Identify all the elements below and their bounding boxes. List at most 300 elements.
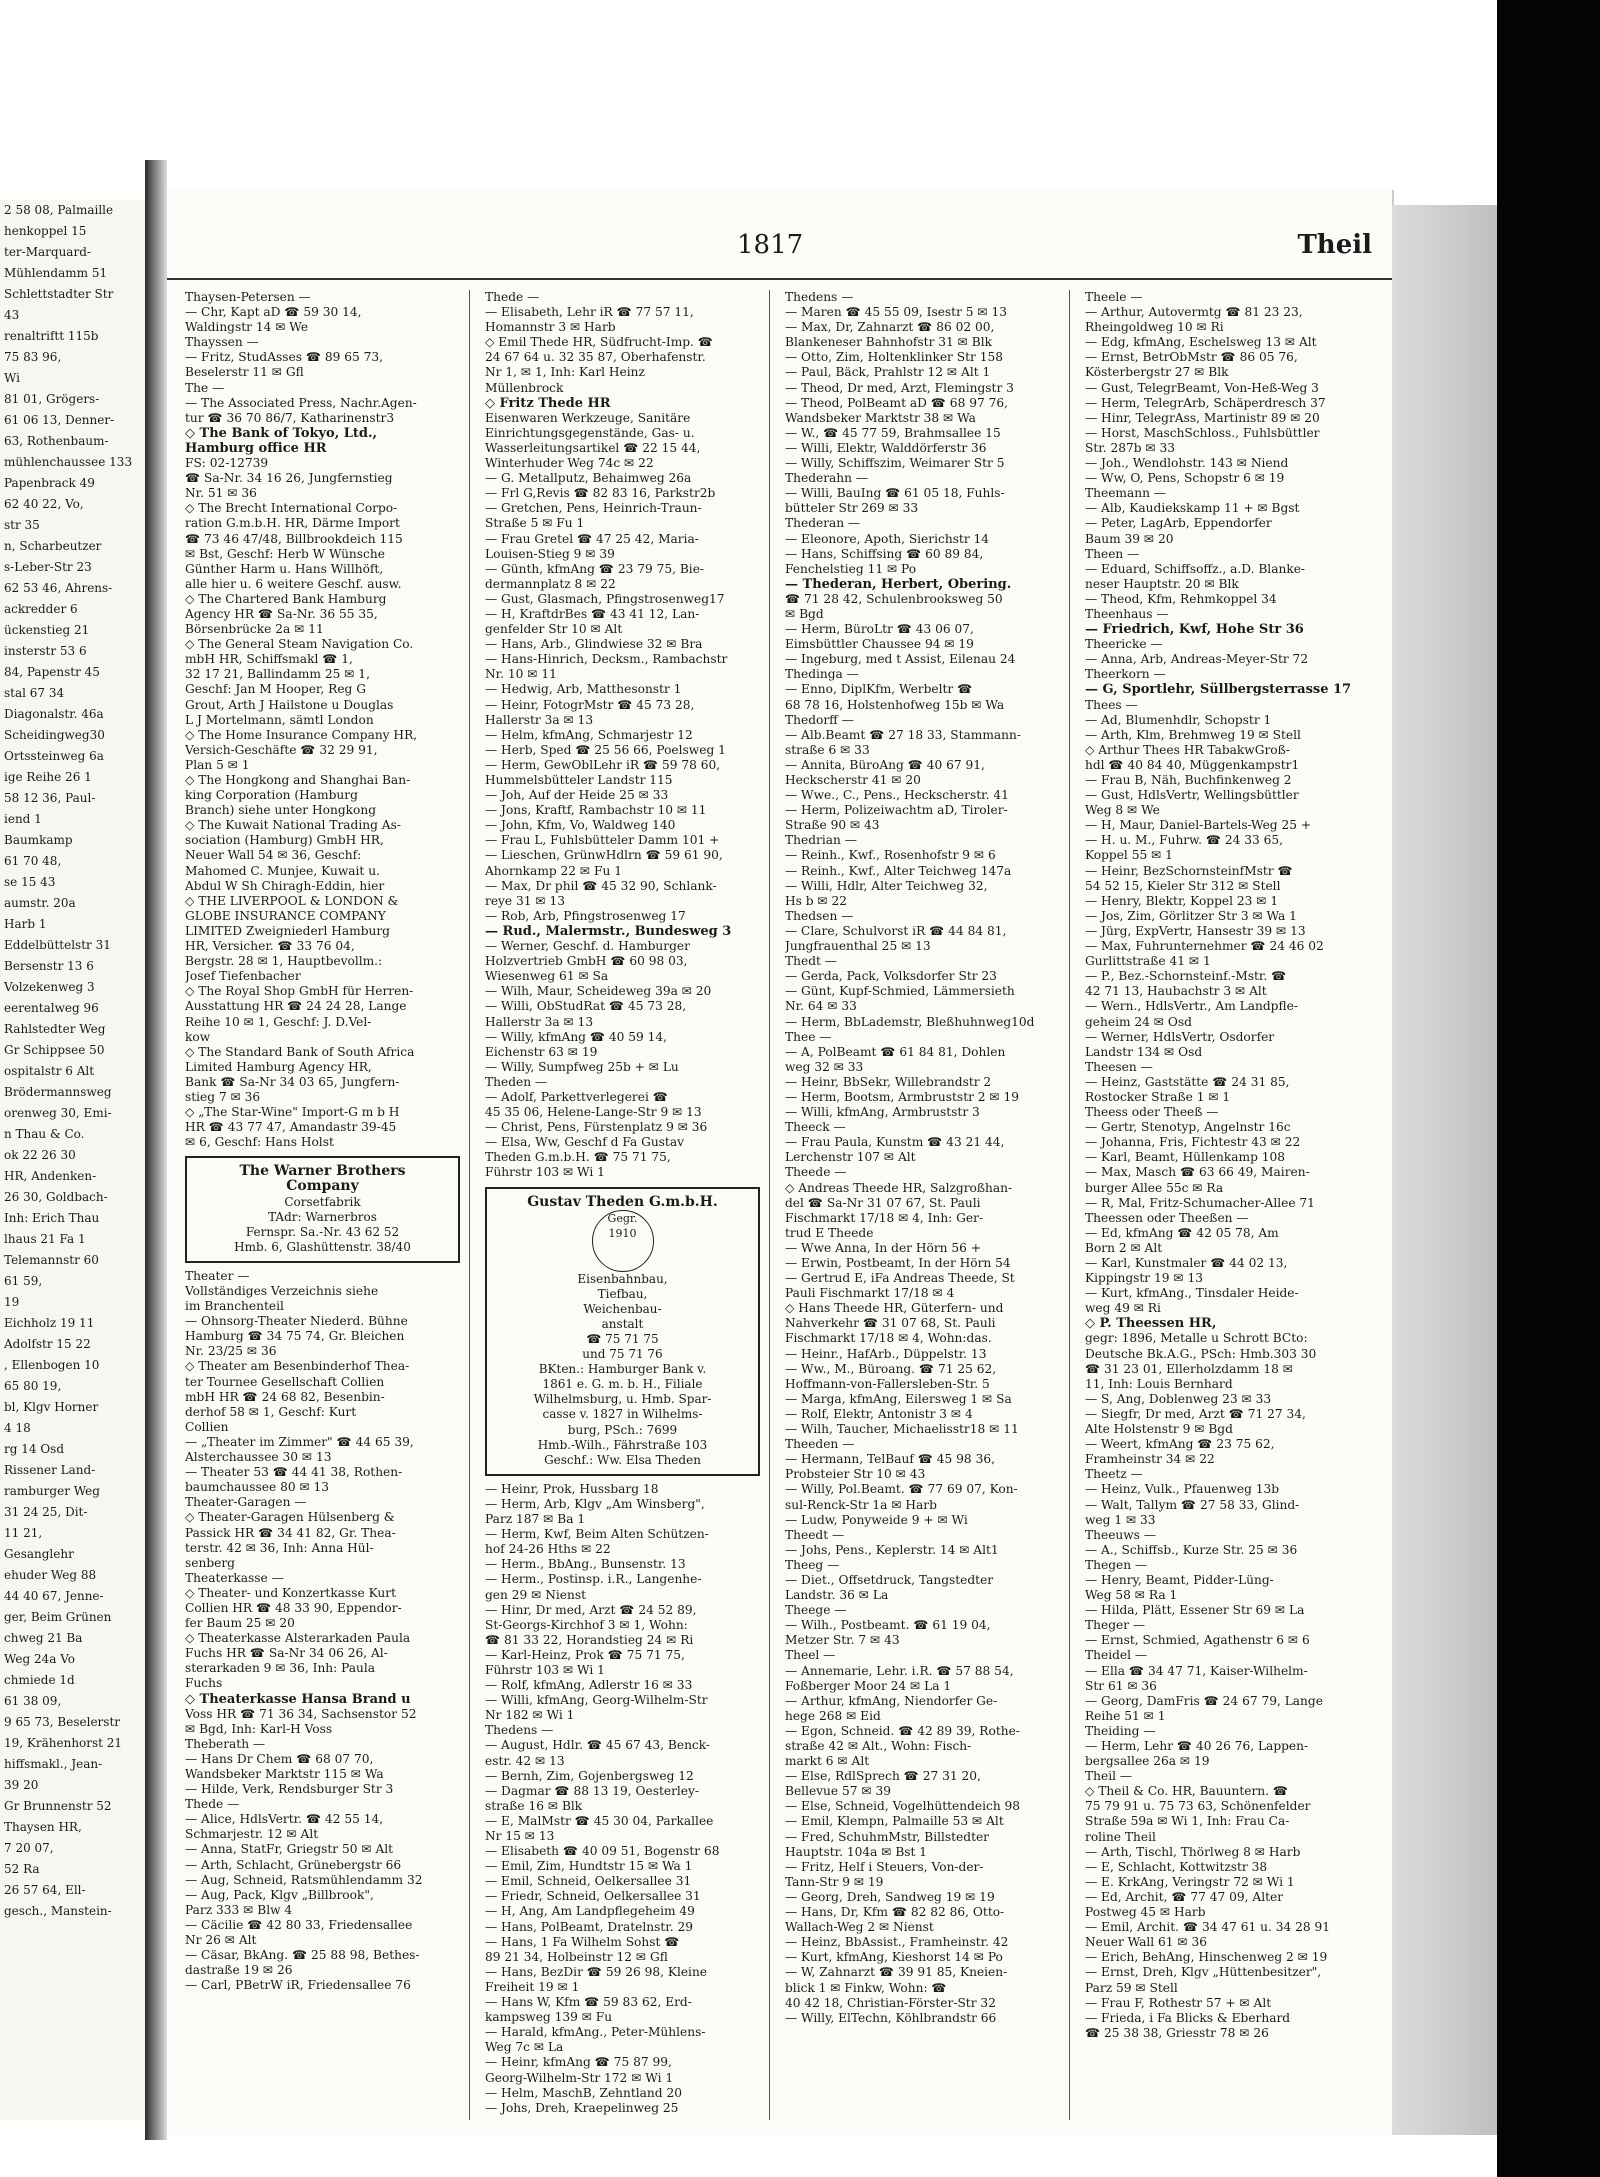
directory-entry-line: ◇ The General Steam Navigation Co. [185, 637, 414, 652]
directory-entry-line: Thedorff — [785, 712, 854, 727]
directory-entry-line: Nr. 10 ✉ 11 [485, 667, 557, 682]
directory-entry-line: — Max, Masch ☎ 63 66 49, Mairen- [1085, 1165, 1310, 1180]
directory-entry-line: 40 42 18, Christian-Förster-Str 32 [785, 1995, 996, 2010]
directory-entry-line: — Heinr, BezSchornsteinfMstr ☎ [1085, 863, 1293, 878]
directory-entry-line: Plan 5 ✉ 1 [185, 757, 250, 772]
directory-entry-line: Wiesenweg 61 ✉ Sa [485, 969, 609, 984]
directory-entry-line: — Arthur, kfmAng, Niendorfer Ge- [785, 1693, 998, 1708]
page-header [167, 230, 1392, 266]
directory-entry-line: Blankeneser Bahnhofstr 31 ✉ Blk [785, 335, 992, 350]
directory-entry-line: — Herm., Postinsp. i.R., Langenhe- [485, 1572, 702, 1587]
ad-seal [592, 1210, 654, 1272]
directory-entry-line: Vollständiges Verzeichnis siehe [185, 1284, 379, 1298]
directory-entry-line: — Herm, BbLademstr, Bleßhuhnweg10d [785, 1014, 1035, 1029]
directory-entry-line: — Gertr, Stenotyp, Angelnstr 16c [1085, 1120, 1291, 1135]
directory-entry-line: im Branchenteil [185, 1299, 284, 1314]
directory-entry-line: — Wern., HdlsVertr., Am Landpfle- [1085, 999, 1298, 1014]
directory-entry-line: Heckscherstr 41 ✉ 20 [785, 773, 921, 787]
directory-entry-line: — Frau F, Rothestr 57 + ✉ Alt [1085, 1995, 1272, 2010]
directory-entry-line: ◇ The Royal Shop GmbH für Herren- [185, 984, 414, 999]
fragment-line: Harb 1 [4, 917, 47, 931]
directory-entry-line: ◇ THE LIVERPOOL & LONDON & [185, 893, 399, 908]
fragment-line: ter-Marquard- [4, 245, 91, 259]
directory-entry-line: Ahornkamp 22 ✉ Fu 1 [485, 863, 622, 878]
directory-entry-line: — Herb, Sped ☎ 25 56 66, Poelsweg 1 [485, 742, 726, 757]
directory-entry-line: — Arth, Schlacht, Grünebergstr 66 [185, 1857, 402, 1872]
directory-entry-line: — H, Maur, Daniel-Bartels-Weg 25 + [1085, 818, 1312, 833]
fragment-line: se 15 43 [4, 875, 56, 889]
fragment-line: n Thau & Co. [4, 1127, 85, 1141]
directory-entry-line: — Hinr, Dr med, Arzt ☎ 24 52 89, [485, 1602, 697, 1617]
directory-entry-line: Fischmarkt 17/18 ✉ 4, Inh: Ger- [785, 1210, 984, 1225]
directory-entry-line: Str. 287b ✉ 33 [1085, 440, 1176, 455]
directory-entry-line: — Heinr, Prok, Hussbarg 18 [485, 1481, 659, 1496]
directory-entry-line: ter Tournee Gesellschaft Collien [185, 1374, 385, 1389]
directory-entry-line: — Heinz, Gaststätte ☎ 24 31 85, [1085, 1074, 1290, 1089]
directory-entry-line: — Horst, MaschSchloss., Fuhlsbüttler [1085, 425, 1320, 440]
directory-entry-line: ✉ Bgd, Inh: Karl-H Voss [185, 1721, 333, 1736]
directory-entry-line: Reihe 10 ✉ 1, Geschf: J. D.Vel- [185, 1014, 372, 1029]
directory-entry-line: ◇ Theil & Co. HR, Bauuntern. ☎ [1085, 1784, 1289, 1799]
column-divider [469, 290, 470, 2120]
directory-column-1 [185, 290, 460, 1993]
ad-line: Corsetfabrik [284, 1194, 361, 1209]
directory-entry-line: — R, Mal, Fritz-Schumacher-Allee 71 [1085, 1195, 1315, 1210]
directory-entry-line: — Wwe Anna, In der Hörn 56 + [785, 1240, 981, 1255]
directory-entry-line: Thedsen — [785, 908, 854, 923]
fragment-line: 61 06 13, Denner- [4, 413, 115, 427]
directory-entry-line: — Ernst, Schmied, Agathenstr 6 ✉ 6 [1085, 1633, 1310, 1648]
header-rule [167, 278, 1392, 280]
directory-entry-line: Fenchelstieg 11 ✉ Po [785, 561, 917, 576]
directory-entry-line: — Ed, Archit, ☎ 77 47 09, Alter [1085, 1889, 1284, 1904]
fragment-line: Rahlstedter Weg [4, 1022, 106, 1036]
directory-entry-line: LIMITED Zweigniederl Hamburg [185, 923, 390, 938]
directory-entry-line: — Hans, Arb., Glindwiese 32 ✉ Bra [485, 637, 703, 652]
directory-entry-line: — Willy, kfmAng ☎ 40 59 14, [485, 1029, 668, 1044]
directory-entry-line: — Henry, Blektr, Koppel 23 ✉ 1 [1085, 893, 1279, 908]
page-edge [1392, 205, 1497, 2135]
directory-entry-line: — Willi, BauIng ☎ 61 05 18, Fuhls- [785, 486, 1005, 501]
directory-entry-line: — Herm., BbAng., Bunsenstr. 13 [485, 1557, 686, 1572]
directory-entry-line: Börsenbrücke 2a ✉ 11 [185, 622, 324, 637]
directory-entry-line: — Emil, Klempn, Palmaille 53 ✉ Alt [785, 1814, 1004, 1829]
directory-entry-line: Limited Hamburg Agency HR, [185, 1059, 372, 1074]
directory-entry-line: Neuer Wall 54 ✉ 36, Geschf: [185, 848, 362, 863]
directory-entry-line: Nahverkehr ☎ 31 07 68, St. Pauli [785, 1316, 996, 1331]
directory-entry-line: — Hans, BezDir ☎ 59 26 98, Kleine [485, 1964, 708, 1979]
directory-entry-line: Einrichtungsgegenstände, Gas- u. [485, 425, 695, 440]
directory-entry-line: Thederahn — [785, 471, 869, 486]
book-binding [145, 160, 167, 2140]
directory-entry-line: Thedt — [785, 954, 837, 969]
ad-line: Wilhelmsburg, u. Hmb. Spar- [533, 1392, 712, 1407]
directory-entry-line: — Elisabeth ☎ 40 09 51, Bogenstr 68 [485, 1844, 720, 1859]
fragment-line: Bersenstr 13 6 [4, 959, 94, 973]
directory-entry-line: — Hans W, Kfm ☎ 59 83 62, Erd- [485, 1995, 692, 2010]
directory-entry-line: Theater-Garagen — [185, 1495, 307, 1510]
fragment-line: 26 57 64, Ell- [4, 1883, 86, 1897]
directory-entry-line: — Egon, Schneid. ☎ 42 89 39, Rothe- [785, 1723, 1020, 1738]
directory-entry-line: weg 49 ✉ Ri [1085, 1301, 1161, 1316]
fragment-line: ehuder Weg 88 [4, 1568, 97, 1582]
fragment-line: 63, Rothenbaum- [4, 434, 109, 448]
fragment-line: Ortssteinweg 6a [4, 749, 104, 763]
directory-entry-line: — Ww., M., Büroang. ☎ 71 25 62, [785, 1361, 997, 1376]
directory-entry-line: — Ed, kfmAng ☎ 42 05 78, Am [1085, 1225, 1279, 1240]
directory-entry-line: Alte Holstenstr 9 ✉ Bgd [1085, 1422, 1233, 1437]
directory-entry-line: — Aug, Schneid, Ratsmühlendamm 32 [185, 1872, 423, 1887]
directory-column-4 [1085, 290, 1360, 2041]
running-head: Theil [1297, 230, 1372, 260]
directory-entry-line: terstr. 42 ✉ 36, Inh: Anna Hül- [185, 1540, 374, 1555]
directory-entry-line: ◇ Emil Thede HR, Südfrucht-Imp. ☎ [485, 335, 713, 350]
directory-entry-line: — Willy, ElTechn, Köhlbrandstr 66 [785, 2010, 997, 2025]
directory-entry-line: ◇ The Kuwait National Trading As- [185, 818, 401, 833]
directory-entry-line: — Diet., Offsetdruck, Tangstedter [785, 1572, 994, 1587]
fragment-line: 31 24 25, Dit- [4, 1505, 88, 1519]
directory-entry-line: ◇ Theater-Garagen Hülsenberg & [185, 1510, 395, 1525]
directory-entry-line: ◇ P. Theessen HR, [1085, 1316, 1217, 1332]
directory-entry-line: ✉ Bgd [785, 606, 824, 621]
directory-entry-line: — H, KraftdrBes ☎ 43 41 12, Lan- [485, 606, 700, 621]
directory-entry-line: Hauptstr. 104a ✉ Bst 1 [785, 1844, 928, 1859]
directory-entry-line: alle hier u. 6 weitere Geschf. ausw. [185, 576, 402, 591]
fragment-line: s-Leber-Str 23 [4, 560, 92, 574]
directory-entry-line: — Georg, DamFris ☎ 24 67 79, Lange [1085, 1693, 1323, 1708]
directory-entry-line: Theerkorn — [1085, 667, 1166, 682]
directory-entry-line: Versich-Geschäfte ☎ 32 29 91, [185, 742, 378, 757]
directory-entry-line: — Hans, Dr, Kfm ☎ 82 82 86, Otto- [785, 1905, 1005, 1920]
directory-entry-line: Str 61 ✉ 36 [1085, 1678, 1157, 1693]
fragment-line: lhaus 21 Fa 1 [4, 1232, 86, 1246]
directory-entry-line: Theeden — [785, 1437, 855, 1452]
directory-entry-line: Pauli Fischmarkt 17/18 ✉ 4 [785, 1286, 955, 1301]
directory-entry-line: — Maren ☎ 45 55 09, Isestr 5 ✉ 13 [785, 305, 1007, 320]
directory-entry-line: Theeuws — [1085, 1527, 1157, 1542]
directory-entry-line: Thaysen-Petersen — [185, 290, 311, 304]
directory-entry-line: Deutsche Bk.A.G., PSch: Hmb.303 30 [1085, 1346, 1317, 1361]
directory-entry-line: — Joh, Auf der Heide 25 ✉ 33 [485, 788, 669, 803]
directory-entry-line: — Helm, kfmAng, Schmarjestr 12 [485, 727, 693, 742]
directory-entry-line: Born 2 ✉ Alt [1085, 1240, 1163, 1255]
directory-entry-line: — Johs, Dreh, Kraepelinweg 25 [485, 2100, 679, 2115]
directory-entry-line: Probsteier Str 10 ✉ 43 [785, 1467, 926, 1482]
directory-entry-line: straße 6 ✉ 33 [785, 742, 870, 757]
directory-entry-line: — Peter, LagArb, Eppendorfer [1085, 516, 1272, 531]
directory-entry-line: Eichenstr 63 ✉ 19 [485, 1044, 598, 1059]
directory-entry-line: Theidel — [1085, 1648, 1148, 1663]
directory-entry-line: geheim 24 ✉ Osd [1085, 1014, 1192, 1029]
directory-entry-line: HR, Versicher. ☎ 33 76 04, [185, 939, 355, 954]
directory-entry-line: — Walt, Tallym ☎ 27 58 33, Glind- [1085, 1497, 1300, 1512]
directory-entry-line: ✉ Bst, Geschf: Herb W Wünsche [185, 546, 385, 561]
directory-entry-line: — Else, Schneid, Vogelhüttendeich 98 [785, 1799, 1021, 1814]
directory-entry-line: fer Baum 25 ✉ 20 [185, 1616, 295, 1631]
ad-line: The Warner Brothers [239, 1163, 406, 1180]
directory-entry-line: — Frau Gretel ☎ 47 25 42, Maria- [485, 531, 699, 546]
directory-entry-line: Thedens — [485, 1723, 554, 1738]
directory-entry-line: — Herm, GewOblLehr iR ☎ 59 78 60, [485, 757, 721, 772]
directory-entry-line: baumchaussee 80 ✉ 13 [185, 1480, 330, 1495]
column-divider [1069, 290, 1070, 2120]
directory-entry-line: hdl ☎ 40 84 40, Müggenkampstr1 [1085, 757, 1300, 772]
directory-entry-line: ☎ 73 46 47/48, Billbrookdeich 115 [185, 531, 403, 546]
directory-entry-line: Hamburg office HR [185, 440, 327, 456]
fragment-line: 4 18 [4, 1421, 31, 1435]
directory-entry-line: Homannstr 3 ✉ Harb [485, 320, 616, 335]
directory-entry-line: ◇ Theater- und Konzertkasse Kurt [185, 1585, 396, 1600]
fragment-line: aumstr. 20a [4, 896, 76, 910]
directory-entry-line: Theede — [785, 1165, 847, 1180]
directory-entry-line: 68 78 16, Holstenhofweg 15b ✉ Wa [785, 697, 1005, 712]
directory-entry-line: — Heinz, Vulk., Pfauenweg 13b [1085, 1482, 1280, 1497]
directory-entry-line: Günther Harm u. Hans Willhöft, [185, 561, 384, 576]
directory-entry-line: — Arth, Tischl, Thörlweg 8 ✉ Harb [1085, 1844, 1301, 1859]
directory-entry-line: senberg [185, 1555, 235, 1570]
directory-entry-line: Straße 5 ✉ Fu 1 [485, 516, 585, 531]
directory-entry-line: — Jos, Zim, Görlitzer Str 3 ✉ Wa 1 [1085, 908, 1297, 923]
directory-entry-line: — E, MalMstr ☎ 45 30 04, Parkallee [485, 1813, 714, 1828]
directory-entry-line: — Theod, Dr med, Arzt, Flemingstr 3 [785, 380, 1014, 395]
directory-entry-line: — Rud., Malermstr., Bundesweg 3 [485, 923, 732, 939]
directory-entry-line: — Rolf, kfmAng, Adlerstr 16 ✉ 33 [485, 1678, 693, 1693]
directory-entry-line: gen 29 ✉ Nienst [485, 1587, 586, 1602]
directory-entry-line: — Gertrud E, iFa Andreas Theede, St [785, 1271, 1015, 1286]
directory-entry-line: — Karl, Kunstmaler ☎ 44 02 13, [1085, 1256, 1288, 1270]
directory-entry-line: — Fritz, Helf i Steuers, Von-der- [785, 1859, 984, 1874]
directory-entry-line: sociation (Hamburg) GmbH HR, [185, 833, 384, 848]
fragment-line: Thaysen HR, [4, 1820, 82, 1834]
fragment-line: rg 14 Osd [4, 1442, 64, 1456]
page-number: 1817 [737, 230, 804, 260]
fragment-line: Papenbrack 49 [4, 476, 95, 490]
directory-entry-line: Josef Tiefenbacher [185, 969, 301, 984]
directory-entry-line: mbH HR ☎ 24 68 82, Besenbin- [185, 1389, 385, 1404]
directory-entry-line: Führstr 103 ✉ Wi 1 [485, 1165, 605, 1180]
directory-entry-line: Theen — [1085, 546, 1140, 561]
directory-entry-line: — Gust, Glasmach, Pfingstrosenweg17 [485, 591, 725, 606]
directory-entry-line: trud E Theede [785, 1225, 874, 1240]
fragment-line: ok 22 26 30 [4, 1148, 76, 1162]
fragment-line: 61 70 48, [4, 854, 62, 868]
directory-entry-line: — Erich, BehAng, Hinschenweg 2 ✉ 19 [1085, 1950, 1328, 1965]
fragment-line: 62 40 22, Vo, [4, 497, 84, 511]
fragment-line: orenweg 30, Emi- [4, 1106, 112, 1120]
directory-entry-line: — Ernst, Dreh, Klgv „Hüttenbesitzer", [1085, 1965, 1322, 1980]
directory-entry-line: burger Allee 55c ✉ Ra [1085, 1180, 1224, 1195]
directory-entry-line: Theele — [1085, 290, 1143, 304]
directory-entry-line: Müllenbrock [485, 380, 564, 395]
directory-entry-line: ◇ Theaterkasse Hansa Brand u [185, 1691, 411, 1707]
directory-entry-line: Theberath — [185, 1736, 266, 1751]
fragment-line: 39 20 [4, 1778, 39, 1792]
directory-entry-line: — Gust, HdlsVertr, Wellingsbüttler [1085, 788, 1299, 803]
directory-entry-line: Wallach-Weg 2 ✉ Nienst [785, 1920, 934, 1935]
directory-entry-line: — Emil, Schneid, Oelkersallee 31 [485, 1874, 692, 1889]
directory-entry-line: mbH HR, Schiffsmakl ☎ 1, [185, 652, 353, 667]
directory-entry-line: ◇ Arthur Thees HR TabakwGroß- [1085, 742, 1290, 757]
directory-entry-line: — Weert, kfmAng ☎ 23 75 62, [1085, 1437, 1275, 1452]
fragment-line: Gr Schippsee 50 [4, 1043, 105, 1057]
directory-entry-line: weg 32 ✉ 33 [785, 1059, 864, 1074]
directory-entry-line: — Fred, SchuhmMstr, Billstedter [785, 1829, 990, 1844]
directory-entry-line: — Reinh., Kwf., Rosenhofstr 9 ✉ 6 [785, 848, 996, 863]
ad-line: Weichenbau- [583, 1301, 662, 1316]
directory-entry-line: weg 1 ✉ 33 [1085, 1512, 1156, 1527]
directory-entry-line: — Joh., Wendlohstr. 143 ✉ Niend [1085, 456, 1289, 471]
directory-entry-line: ◇ The Hongkong and Shanghai Ban- [185, 773, 411, 787]
directory-entry-line: Fischmarkt 17/18 ✉ 4, Wohn:das. [785, 1331, 992, 1346]
directory-entry-line: — Willi, kfmAng, Georg-Wilhelm-Str [485, 1693, 708, 1708]
scan-dark-border [1497, 0, 1600, 2177]
directory-entry-line: Fuchs HR ☎ Sa-Nr 34 06 26, Al- [185, 1646, 388, 1661]
directory-entry-line: Theesen — [1085, 1059, 1153, 1074]
directory-entry-line: Eimsbüttler Chaussee 94 ✉ 19 [785, 637, 974, 652]
directory-entry-line: — Dagmar ☎ 88 13 19, Oesterley- [485, 1783, 700, 1798]
directory-entry-line: — Wilh, Maur, Scheideweg 39a ✉ 20 [485, 984, 712, 999]
directory-entry-line: — Herm, Arb, Klgv „Am Winsberg", [485, 1496, 705, 1511]
ad-line: Company [286, 1178, 359, 1195]
directory-entry-line: sul-Renck-Str 1a ✉ Harb [785, 1497, 937, 1512]
directory-entry-line: — Anna, StatFr, Griegstr 50 ✉ Alt [185, 1842, 394, 1857]
directory-entry-line: — Heinr., HafArb., Düppelstr. 13 [785, 1346, 987, 1361]
directory-entry-line: Ausstattung HR ☎ 24 24 28, Lange [185, 999, 407, 1014]
directory-entry-line: ☎ 81 33 22, Horandstieg 24 ✉ Ri [485, 1632, 694, 1647]
directory-entry-line: — Hilde, Verk, Rendsburger Str 3 [185, 1782, 394, 1797]
directory-entry-line: Kippingstr 19 ✉ 13 [1085, 1271, 1203, 1286]
directory-entry-line: Tann-Str 9 ✉ 19 [785, 1874, 884, 1889]
directory-entry-line: 45 35 06, Helene-Lange-Str 9 ✉ 13 [485, 1105, 702, 1120]
directory-entry-line: — Gretchen, Pens, Heinrich-Traun- [485, 501, 702, 516]
directory-entry-line: — Theod, PolBeamt aD ☎ 68 97 76, [785, 395, 1008, 410]
directory-entry-line: Theess oder Theeß — [1085, 1105, 1219, 1120]
directory-entry-line: — Otto, Zim, Holtenklinker Str 158 [785, 350, 1003, 365]
ad-title: Gustav Theden G.m.b.H. [527, 1193, 718, 1210]
directory-entry-line: Neuer Wall 61 ✉ 36 [1085, 1935, 1208, 1950]
directory-entry-line: gegr: 1896, Metalle u Schrott BCto: [1085, 1331, 1308, 1346]
directory-entry-line: sterarkaden 9 ✉ 36, Inh: Paula [185, 1661, 376, 1676]
directory-entry-line: Nr 15 ✉ 13 [485, 1829, 555, 1843]
directory-entry-line: Nr. 23/25 ✉ 36 [185, 1344, 277, 1359]
directory-entry-line: Wandsbeker Marktstr 38 ✉ Wa [785, 410, 976, 425]
directory-entry-line: — A., Schiffsb., Kurze Str. 25 ✉ 36 [1085, 1542, 1298, 1557]
fragment-line: 19, Krähenhorst 21 [4, 1736, 123, 1750]
directory-entry-line: ☎ Sa-Nr. 34 16 26, Jungfernstieg [185, 471, 393, 486]
directory-entry-line: — Edg, kfmAng, Eschelsweg 13 ✉ Alt [1085, 335, 1317, 350]
directory-entry-line: — Fritz, StudAsses ☎ 89 65 73, [185, 350, 384, 365]
fragment-line: Gr Brunnenstr 52 [4, 1799, 112, 1813]
directory-entry-line: Theege — [785, 1603, 847, 1618]
directory-entry-line: Hallerstr 3a ✉ 13 [485, 1014, 594, 1029]
directory-entry-line: tur ☎ 36 70 86/7, Katharinenstr3 [185, 410, 395, 425]
directory-entry-line: — Eleonore, Apoth, Sierichstr 14 [785, 531, 990, 546]
directory-entry-line: — Emil, Archit. ☎ 34 47 61 u. 34 28 91 [1085, 1920, 1330, 1935]
directory-entry-line: — Erwin, Postbeamt, In der Hörn 54 [785, 1256, 1011, 1270]
directory-entry-line: — Gust, TelegrBeamt, Von-Heß-Weg 3 [1085, 380, 1319, 395]
directory-entry-line: Fuchs [185, 1676, 223, 1691]
directory-entry-line: Theedt — [785, 1527, 845, 1542]
fragment-line: str 35 [4, 518, 40, 532]
directory-entry-line: — Johanna, Fris, Fichtestr 43 ✉ 22 [1085, 1135, 1301, 1150]
directory-entry-line: HR ☎ 43 77 47, Amandastr 39-45 [185, 1120, 397, 1135]
directory-entry-line: Nr 26 ✉ Alt [185, 1933, 257, 1948]
directory-entry-line: bütteler Str 269 ✉ 33 [785, 501, 919, 516]
directory-entry-line: ◇ Hans Theede HR, Güterfern- und [785, 1301, 1004, 1316]
directory-entry-line: Theessen oder Theeßen — [1085, 1210, 1249, 1225]
fragment-line: 26 30, Goldbach- [4, 1190, 108, 1204]
fragment-line: Gesanglehr [4, 1547, 74, 1561]
fragment-line: Eichholz 19 11 [4, 1316, 95, 1330]
directory-entry-line: straße 16 ✉ Blk [485, 1798, 583, 1813]
directory-entry-line: — Annemarie, Lehr. i.R. ☎ 57 88 54, [785, 1663, 1014, 1678]
directory-entry-line: ◇ The Chartered Bank Hamburg [185, 591, 387, 606]
directory-entry-line: Thedens — [785, 290, 854, 304]
fragment-line: Eddelbüttelstr 31 [4, 938, 111, 952]
directory-entry-line: — Heinr, BbSekr, Willebrandstr 2 [785, 1074, 992, 1089]
directory-entry-line: — Heinr, kfmAng ☎ 75 87 99, [485, 2055, 672, 2070]
directory-entry-line: Waldingstr 14 ✉ We [185, 320, 309, 335]
directory-entry-line: — Karl, Beamt, Hüllenkamp 108 [1085, 1150, 1286, 1165]
ad-line: casse v. 1827 in Wilhelms- [542, 1407, 703, 1422]
directory-entry-line: — Hilda, Plätt, Essener Str 69 ✉ La [1085, 1603, 1305, 1618]
ad-line: Fernspr. Sa.-Nr. 43 62 52 [245, 1224, 400, 1239]
directory-entry-line: — H, Ang, Am Landpflegeheim 49 [485, 1904, 695, 1919]
directory-entry-line: — Hans Dr Chem ☎ 68 07 70, [185, 1751, 374, 1766]
directory-entry-line: ◇ Theater am Besenbinderhof Thea- [185, 1359, 410, 1374]
directory-entry-line: — Wilh., Postbeamt. ☎ 61 19 04, [785, 1618, 991, 1633]
directory-entry-line: — E. KrkAng, Veringstr 72 ✉ Wi 1 [1085, 1874, 1295, 1889]
scan-top-margin [0, 0, 1497, 145]
fragment-line: gesch., Manstein- [4, 1904, 112, 1918]
directory-entry-line: Theden G.m.b.H. ☎ 75 71 75, [485, 1150, 671, 1165]
directory-entry-line: — Anna, Arb, Andreas-Meyer-Str 72 [1085, 652, 1309, 667]
directory-entry-line: — Johs, Pens., Keplerstr. 14 ✉ Alt1 [785, 1542, 999, 1557]
directory-entry-line: ration G.m.b.H. HR, Därme Import [185, 516, 400, 531]
directory-entry-line: Thede — [185, 1797, 240, 1812]
fragment-line: 11 21, [4, 1526, 43, 1540]
directory-entry-line: — W, Zahnarzt ☎ 39 91 85, Kneien- [785, 1965, 1008, 1980]
fragment-line: ger, Beim Grünen [4, 1610, 112, 1624]
directory-entry-line: Alsterchaussee 30 ✉ 13 [185, 1450, 332, 1465]
directory-entry-line: Hummelsbütteler Landstr 115 [485, 773, 673, 787]
directory-entry-line: — Max, Fuhrunternehmer ☎ 24 46 02 [1085, 939, 1324, 954]
directory-entry-line: ☎ 25 38 38, Griesstr 78 ✉ 26 [1085, 2025, 1269, 2040]
directory-entry-line: — „Theater im Zimmer" ☎ 44 65 39, [185, 1434, 414, 1449]
directory-entry-line: — Friedrich, Kwf, Hohe Str 36 [1085, 622, 1304, 638]
ad-line: anstalt [601, 1316, 644, 1331]
fragment-line: Baumkamp [4, 833, 73, 847]
directory-entry-line: — Helm, MaschB, Zehntland 20 [485, 2085, 682, 2100]
directory-entry-line: 89 21 34, Holbeinstr 12 ✉ Gfl [485, 1949, 668, 1964]
directory-entry-line: — Willi, ObStudRat ☎ 45 73 28, [485, 999, 687, 1014]
directory-entry-line: Agency HR ☎ Sa-Nr. 36 55 35, [185, 606, 378, 621]
directory-entry-line: — August, Hdlr. ☎ 45 67 43, Benck- [485, 1738, 711, 1753]
directory-entry-line: — Carl, PBetrW iR, Friedensallee 76 [185, 1978, 411, 1993]
directory-entry-line: Rheingoldweg 10 ✉ Ri [1085, 320, 1224, 335]
directory-entry-line: Baum 39 ✉ 20 [1085, 531, 1174, 546]
directory-entry-line: Theger — [1085, 1618, 1146, 1633]
directory-entry-line: derhof 58 ✉ 1, Geschf: Kurt [185, 1404, 357, 1419]
directory-entry-line: Hamburg ☎ 34 75 74, Gr. Bleichen [185, 1329, 405, 1344]
directory-entry-line: kow [185, 1029, 211, 1044]
directory-entry-line: — Hans, PolBeamt, Dratelnstr. 29 [485, 1919, 694, 1934]
directory-entry-line: — Christ, Pens, Fürstenplatz 9 ✉ 36 [485, 1120, 708, 1135]
directory-entry-line: Koppel 55 ✉ 1 [1085, 848, 1173, 863]
fragment-line: stal 67 34 [4, 686, 65, 700]
directory-entry-line: — Eduard, Schiffsoffz., a.D. Blanke- [1085, 561, 1306, 576]
directory-entry-line: ◇ The Brecht International Corpo- [185, 501, 398, 516]
